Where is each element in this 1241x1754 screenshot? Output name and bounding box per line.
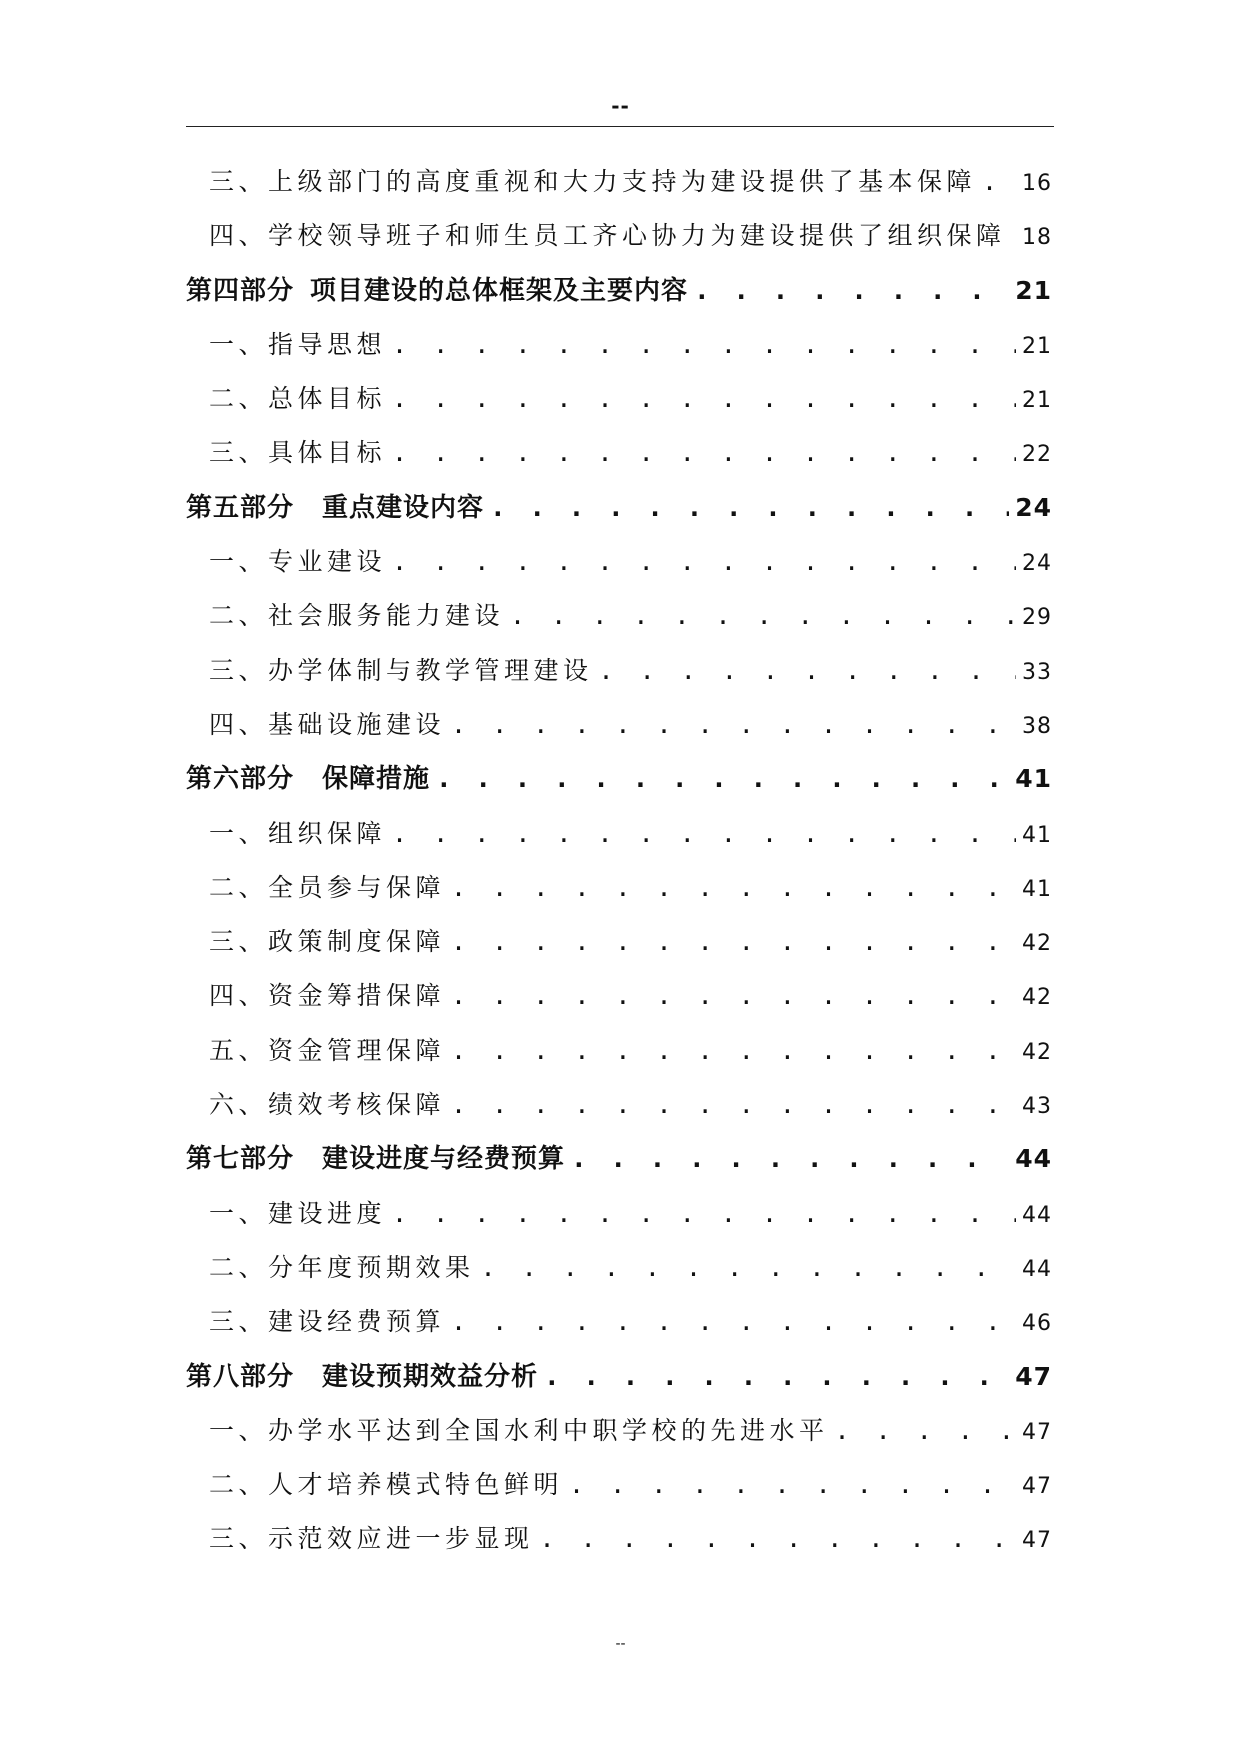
toc-entry-label: 三、办学体制与教学管理建设 [209,655,593,685]
footer-mark: -- [615,1636,626,1652]
toc-section-entry[interactable] [186,861,1052,915]
toc-leader-dots [540,1512,1016,1566]
toc-leader-dots [481,1241,1016,1295]
toc-section-entry[interactable] [186,1458,1052,1512]
toc-entry-title: 重点建设内容 [322,492,485,523]
toc-leader-dots [451,1078,1016,1132]
toc-leader-dots [392,807,1016,861]
toc-entry-label: 三、具体目标 [209,438,387,468]
toc-entry-label: 六、绩效考核保障 [209,1090,446,1120]
toc-page-number: 24 [1022,551,1052,577]
toc-page-number: 47 [1022,1474,1052,1500]
toc-part-entry[interactable] [186,1350,1052,1404]
toc-entry-title: 项目建设的总体框架及主要内容 [310,275,689,306]
toc-section-entry[interactable] [186,1512,1052,1566]
toc-page-number: 42 [1022,1039,1052,1065]
toc-section-entry[interactable] [186,1024,1052,1078]
toc-leader-dots [490,481,1009,535]
toc-leader-dots [451,1024,1016,1078]
toc-entry-label: 第四部分 [186,275,295,306]
toc-entry-label: 一、办学水平达到全国水利中职学校的先进水平 [209,1415,829,1445]
toc-entry-label: 三、建设经费预算 [209,1307,446,1337]
toc-part-entry[interactable] [186,264,1052,318]
toc-leader-dots [451,915,1016,969]
toc-page-number: 29 [1022,605,1052,631]
toc-section-entry[interactable] [186,426,1052,480]
toc-page-number: 42 [1022,931,1052,957]
toc-leader-dots [694,264,1009,318]
toc-leader-dots [392,318,1016,372]
toc-entry-label: 四、资金筹措保障 [209,981,446,1011]
toc-section-entry[interactable] [186,535,1052,589]
toc-leader-dots [392,535,1016,589]
toc-page-number: 44 [1022,1202,1052,1228]
toc-page-number: 33 [1022,659,1052,685]
toc-section-entry[interactable] [186,155,1052,209]
toc-entry-label: 第六部分 [186,764,295,795]
toc-entry-label: 一、建设进度 [209,1198,387,1228]
toc-entry-label: 二、全员参与保障 [209,872,446,902]
toc-part-entry[interactable] [186,481,1052,535]
toc-part-entry[interactable] [186,752,1052,806]
toc-page-number: 42 [1022,985,1052,1011]
toc-page-number: 44 [1022,1256,1052,1282]
toc-page-number: 47 [1022,1419,1052,1445]
toc-leader-dots [451,698,1016,752]
toc-entry-label: 三、政策制度保障 [209,927,446,957]
toc-section-entry[interactable] [186,1187,1052,1241]
toc-entry-label: 一、指导思想 [209,329,387,359]
toc-leader-dots [599,644,1016,698]
toc-section-entry[interactable] [186,698,1052,752]
toc-leader-dots [436,752,1009,806]
toc-entry-label: 二、分年度预期效果 [209,1252,475,1282]
toc-entry-label: 二、总体目标 [209,384,387,414]
toc-leader-dots [569,1458,1016,1512]
toc-section-entry[interactable] [186,589,1052,643]
header-rule [186,126,1054,127]
toc-page-number: 38 [1022,713,1052,739]
toc-leader-dots [451,1295,1016,1349]
toc-leader-dots [1012,209,1016,263]
toc-section-entry[interactable] [186,969,1052,1023]
toc-leader-dots [392,1187,1016,1241]
toc-leader-dots [510,589,1016,643]
toc-section-entry[interactable] [186,318,1052,372]
toc-page-number: 43 [1022,1094,1052,1120]
toc-entry-label: 第七部分 [186,1144,295,1175]
toc-page-number: 41 [1022,822,1052,848]
toc-section-entry[interactable] [186,1078,1052,1132]
toc-page-number: 21 [1015,275,1052,305]
toc-entry-label: 一、组织保障 [209,818,387,848]
toc-leader-dots [544,1350,1009,1404]
toc-entry-label: 第五部分 [186,492,295,523]
toc-page-number: 41 [1022,876,1052,902]
toc-section-entry[interactable] [186,807,1052,861]
toc-leader-dots [571,1132,1009,1186]
toc-entry-label: 四、基础设施建设 [209,709,446,739]
toc-entry-label: 一、专业建设 [209,547,387,577]
toc-page-number: 44 [1015,1144,1052,1174]
toc-entry-label: 第八部分 [186,1361,295,1392]
toc-section-entry[interactable] [186,1241,1052,1295]
toc-page-number: 16 [1022,171,1052,196]
toc-page-number: 47 [1022,1528,1052,1554]
table-of-contents [186,155,1052,1567]
toc-entry-title: 建设进度与经费预算 [322,1144,566,1175]
header-mark: -- [611,94,630,118]
toc-section-entry[interactable] [186,915,1052,969]
toc-leader-dots [982,155,1016,209]
toc-section-entry[interactable] [186,1404,1052,1458]
toc-page-number: 22 [1022,442,1052,468]
toc-entry-title: 建设预期效益分析 [322,1361,539,1392]
toc-section-entry[interactable] [186,644,1052,698]
toc-section-entry[interactable] [186,1295,1052,1349]
toc-entry-label: 二、社会服务能力建设 [209,601,505,631]
toc-leader-dots [392,372,1016,426]
toc-section-entry[interactable] [186,209,1052,263]
toc-page-number: 21 [1022,388,1052,414]
toc-entry-label: 三、上级部门的高度重视和大力支持为建设提供了基本保障 [209,167,977,196]
toc-page-number: 18 [1022,225,1052,251]
toc-page-number: 24 [1015,492,1052,522]
toc-entry-label: 三、示范效应进一步显现 [209,1524,534,1554]
toc-page-number: 21 [1022,333,1052,359]
toc-section-entry[interactable] [186,372,1052,426]
toc-entry-label: 四、学校领导班子和师生员工齐心协力为建设提供了组织保障 [209,221,1006,251]
toc-leader-dots [835,1404,1016,1458]
toc-page-number: 41 [1015,764,1052,794]
toc-leader-dots [451,969,1016,1023]
toc-leader-dots [451,861,1016,915]
toc-page-number: 47 [1015,1361,1052,1391]
toc-page-number: 46 [1022,1311,1052,1337]
toc-entry-title: 保障措施 [322,764,431,795]
toc-entry-label: 二、人才培养模式特色鲜明 [209,1470,564,1500]
toc-leader-dots [392,426,1016,480]
toc-entry-label: 五、资金管理保障 [209,1035,446,1065]
toc-part-entry[interactable] [186,1132,1052,1186]
